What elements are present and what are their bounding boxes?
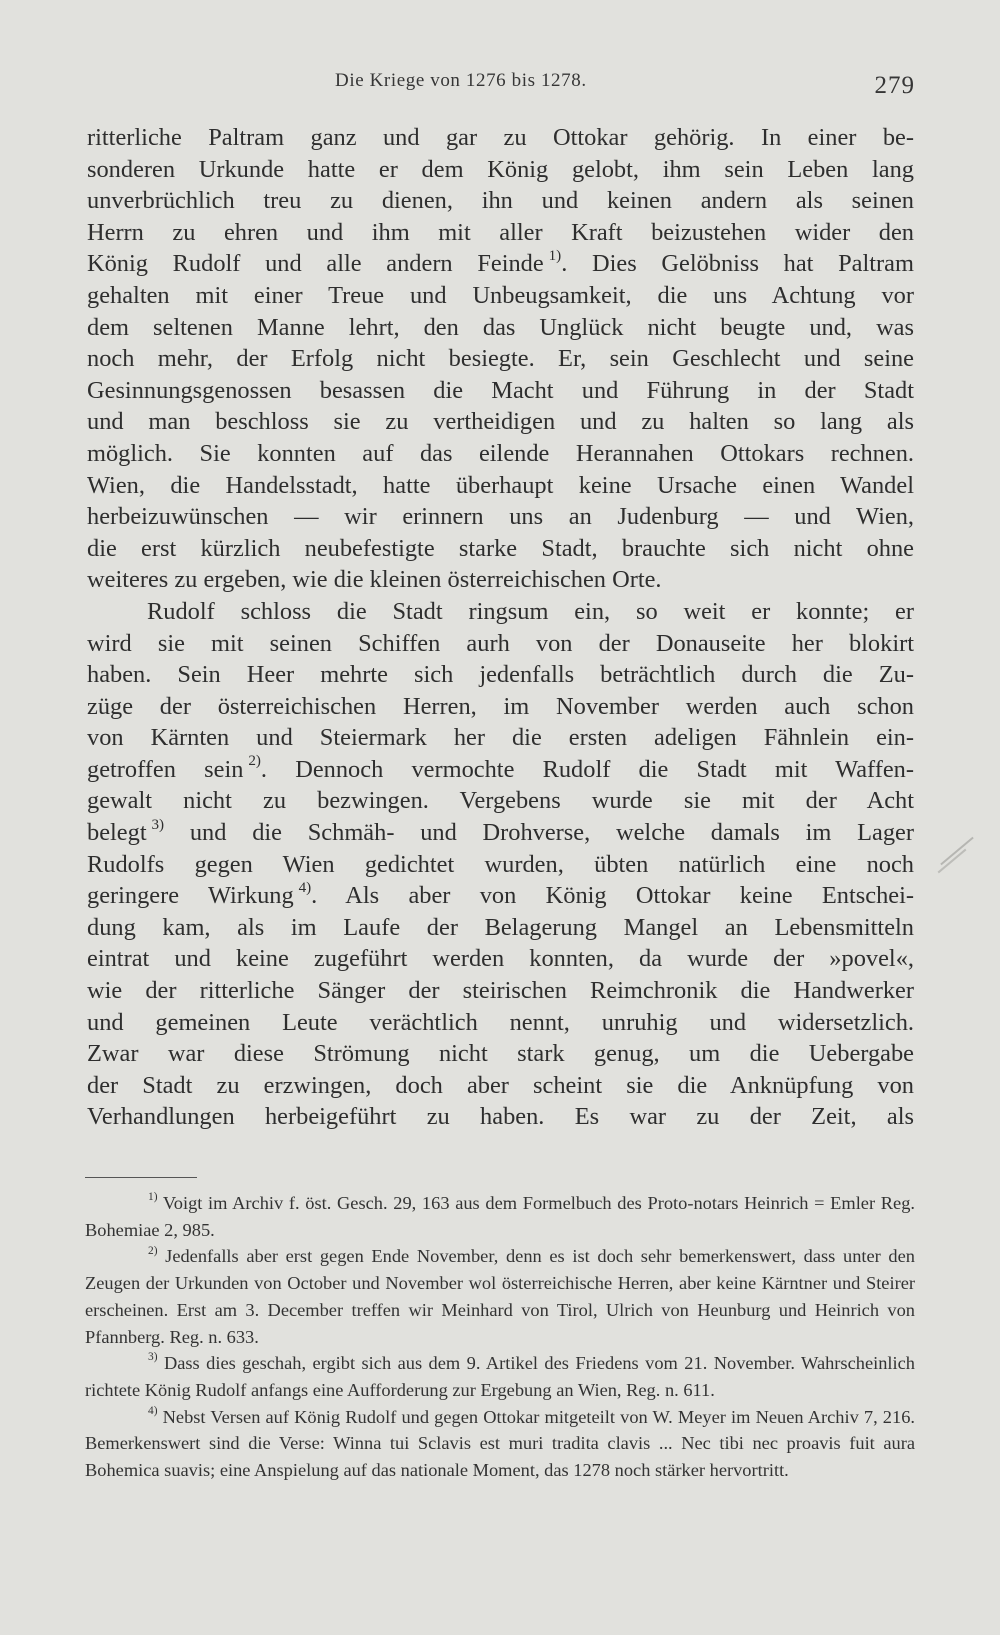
- text-line: der Stadt zu erzwingen, doch aber scheint sie die Anknüpfung von: [87, 1071, 914, 1099]
- text-span: Dennoch vermochte Rudolf die Stadt mit Waffen-: [295, 755, 914, 783]
- footnote: [85, 1243, 915, 1350]
- text-line: die erst kürzlich neubefestigte starke Stadt, brauchte sich nicht ohne: [87, 534, 914, 562]
- text-line: weiteres zu ergeben, wie die kleinen österreichischen Orte.: [87, 566, 662, 594]
- text-span: Als aber von König Ottokar keine Entschei-: [345, 882, 914, 910]
- text-line: [87, 817, 914, 849]
- text-line: König Rudolf und alle andern Feinde $^{1)}$. Dies Gelöbniss hat Paltram: [87, 247, 914, 278]
- text-line: gewalt nicht zu bezwingen. Vergebens wurde sie mit der Acht: [87, 787, 914, 815]
- main-text: [87, 122, 914, 1133]
- text-line: Herrn zu ehren und ihm mit aller Kraft beizustehen wider den: [87, 218, 914, 246]
- footnote-marker: 2): [148, 1244, 158, 1257]
- text-line: noch mehr, der Erfolg nicht besiegte. Er, sein Geschlecht und seine: [87, 345, 914, 373]
- text-line: herbeizuwünschen — wir erinnern uns an Judenburg — und Wien,: [87, 503, 914, 531]
- text-line: dung kam, als im Laufe der Belagerung Mangel an Lebensmitteln: [87, 913, 914, 941]
- text-line: Wien, die Handelsstadt, hatte überhaupt keine Ursache einen Wandel: [87, 471, 914, 499]
- footnotes: [85, 1190, 915, 1484]
- text-line: unverbrüchlich treu zu dienen, ihn und keinen andern als seinen: [87, 187, 914, 215]
- text-line: züge der österreichischen Herren, im November werden auch schon: [87, 692, 914, 720]
- text-span: belegt: [87, 819, 147, 847]
- text-line: geringere Wirkung $^{4)}$. Als aber von König Ottokar keine Entschei-: [87, 879, 914, 910]
- running-title: Die Kriege von 1276 bis 1278.: [335, 70, 587, 91]
- text-line: haben. Sein Heer mehrte sich jedenfalls beträchtlich durch die Zu-: [87, 661, 914, 689]
- footnote-text: Nebst Versen auf König Rudolf und gegen Ottokar mitgeteilt von W. Meyer im Neuen Archiv 7, 216. Bemerkenswert sind die Verse: Winna tui Sclavis est muri tradita clavis ... Nec tibi nec proavis fuit aura Bohemica suavis; eine Anspielung auf das nationale Moment, das 1278 noch stärker hervortritt.: [85, 1406, 915, 1481]
- text-line: gehalten mit einer Treue und Unbeugsamkeit, die uns Achtung vor: [87, 281, 914, 309]
- footnote: [85, 1404, 915, 1484]
- text-span: geringere Wirkung: [87, 882, 294, 910]
- footnote-ref: 1): [548, 247, 562, 264]
- text-line: Zwar war diese Strömung nicht stark genug, um die Uebergabe: [87, 1040, 914, 1068]
- page-number: 279: [874, 72, 915, 99]
- text-line: sonderen Urkunde hatte er dem König gelobt, ihm sein Leben lang: [87, 155, 914, 183]
- text-line: und gemeinen Leute verächtlich nennt, unruhig und widersetzlich.: [87, 1008, 914, 1036]
- footnote-text: Voigt im Archiv f. öst. Gesch. 29, 163 aus dem Formelbuch des Proto-notars Heinrich = Emler Reg. Bohemiae 2, 985.: [85, 1193, 915, 1240]
- footnote-marker: 4): [148, 1404, 158, 1417]
- footnote-ref: 2): [248, 753, 261, 770]
- text-span: Dies Gelöbniss hat Paltram: [591, 250, 914, 278]
- text-line: und man beschloss sie zu vertheidigen und zu halten so lang als: [87, 408, 914, 436]
- text-line: eintrat und keine zugeführt werden konnten, da wurde der »povel«,: [87, 945, 914, 973]
- text-line: wird sie mit seinen Schiffen aurh von der Donauseite her blokirt: [87, 629, 914, 657]
- text-line: Rudolfs gegen Wien gedichtet wurden, übten natürlich eine noch: [87, 850, 914, 878]
- text-line: Rudolf schloss die Stadt ringsum ein, so weit er konnte; er: [147, 597, 914, 625]
- footnote-text: Jedenfalls aber erst gegen Ende November, denn es ist doch sehr bemerkenswert, dass unter den Zeugen der Urkunden von October und November wol österreichische Herren, aber keine Kärntner und Steirer erscheinen. Erst am 3. December treffen wir Meinhard von Tirol, Ulrich von Heunburg und Heinrich von Pfannberg. Reg. n. 633.: [85, 1246, 915, 1347]
- text-line: Gesinnungsgenossen besassen die Macht und Führung in der Stadt: [87, 376, 914, 404]
- text-span: und die Schmäh- und Drohverse, welche damals im Lager: [189, 819, 914, 847]
- text-line: dem seltenen Manne lehrt, den das Unglück nicht beugte und, was: [87, 313, 914, 341]
- footnote: [85, 1350, 915, 1403]
- text-line: möglich. Sie konnten auf das eilende Herannahen Ottokars rechnen.: [87, 439, 914, 467]
- text-line: wie der ritterliche Sänger der steirischen Reimchronik die Handwerker: [87, 977, 914, 1005]
- footnote-ref: 4): [298, 879, 312, 896]
- text-line: ritterliche Paltram ganz und gar zu Ottokar gehörig. In einer be-: [87, 124, 914, 151]
- text-line: von Kärnten und Steiermark her die ersten adeligen Fähnlein ein-: [87, 724, 914, 752]
- text-line: getroffen sein $^{2)}$. Dennoch vermochte Rudolf die Stadt mit Waffen-: [87, 753, 914, 783]
- text-span: getroffen sein: [87, 755, 244, 783]
- footnote: [85, 1190, 915, 1243]
- footnote-text: Dass dies geschah, ergibt sich aus dem 9. Artikel des Friedens vom 21. November. Wahrscheinlich richtete König Rudolf anfangs eine Aufforderung zur Ergebung an Wien, Reg. n. 611.: [85, 1353, 915, 1400]
- footnote-ref: 3): [151, 816, 165, 833]
- text-line: Verhandlungen herbeigeführt zu haben. Es war zu der Zeit, als: [87, 1103, 914, 1131]
- footnote-marker: 3): [148, 1351, 158, 1364]
- pencil-mark: [940, 837, 973, 866]
- text-span: König Rudolf und alle andern Feinde: [87, 250, 544, 278]
- footnote-marker: 1): [148, 1191, 158, 1204]
- footnote-divider: [85, 1177, 197, 1178]
